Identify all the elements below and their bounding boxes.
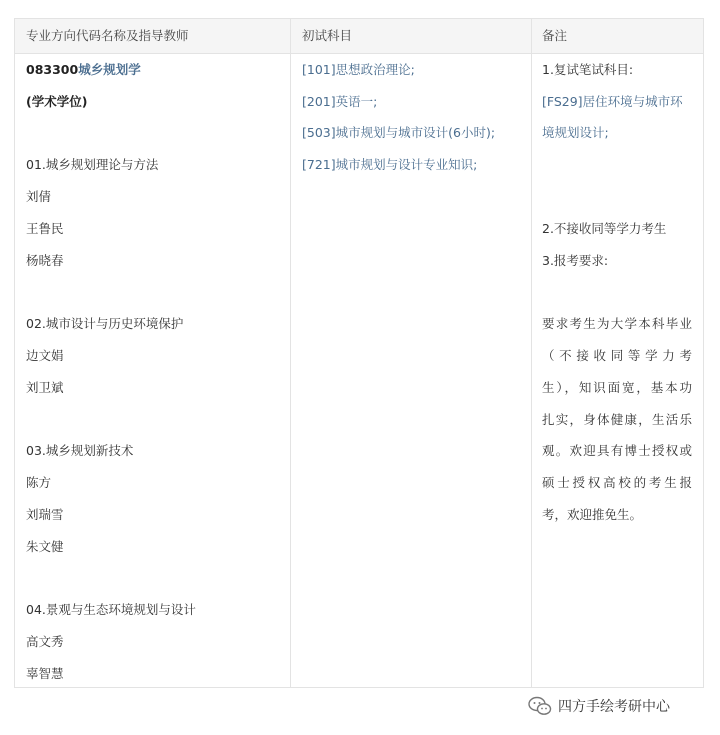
header-remarks: 备注	[542, 28, 568, 43]
teacher-name: 刘卫斌	[26, 380, 64, 395]
direction-title: 01.城乡规划理论与方法	[26, 157, 159, 172]
direction-title: 03.城乡规划新技术	[26, 443, 134, 458]
admissions-table	[14, 18, 704, 688]
teacher-name: 王鲁民	[26, 221, 64, 236]
column-divider	[290, 19, 291, 687]
major-name: 城乡规划学	[78, 62, 141, 77]
exam-subject: [101]思想政治理论;	[302, 62, 415, 77]
remark-item: 1.复试笔试科目:	[542, 62, 634, 77]
wechat-icon	[528, 695, 552, 717]
brand-watermark	[528, 694, 670, 718]
requirement-line: （不接收同等学力考	[542, 348, 692, 363]
direction-title: 04.景观与生态环境规划与设计	[26, 602, 196, 617]
requirement-line: 考，欢迎推免生。	[542, 507, 643, 522]
exam-subject: [201]英语一;	[302, 94, 378, 109]
remark-subject: 境规划设计;	[542, 125, 609, 140]
teacher-name: 刘倩	[26, 189, 52, 204]
remark-item: 2.不接收同等学力考生	[542, 221, 667, 236]
major-code: 083300	[26, 62, 79, 77]
major-title	[26, 62, 141, 78]
teacher-name: 边文娟	[26, 348, 64, 363]
header-exam-subjects: 初试科目	[302, 28, 353, 43]
header-major: 专业方向代码名称及指导教师	[26, 28, 189, 43]
requirement-line: 硕士授权高校的考生报	[542, 475, 692, 490]
exam-subject: [721]城市规划与设计专业知识;	[302, 157, 478, 172]
column-divider	[531, 19, 532, 687]
teacher-name: 辜智慧	[26, 666, 64, 681]
requirement-line: 要求考生为大学本科毕业	[542, 316, 692, 331]
degree-type: (学术学位)	[26, 94, 88, 109]
requirement-line: 生），知识面宽，基本功	[542, 380, 692, 395]
remark-item: 3.报考要求:	[542, 253, 609, 268]
teacher-name: 刘瑞雪	[26, 507, 64, 522]
teacher-name: 杨晓春	[26, 253, 64, 268]
requirement-line: 观。欢迎具有博士授权或	[542, 443, 692, 458]
teacher-name: 朱文健	[26, 539, 64, 554]
remark-subject: [FS29]居住环境与城市环	[542, 94, 683, 109]
direction-title: 02.城市设计与历史环境保护	[26, 316, 184, 331]
teacher-name: 高文秀	[26, 634, 64, 649]
brand-name: 四方手绘考研中心	[558, 699, 670, 715]
exam-subject: [503]城市规划与城市设计(6小时);	[302, 125, 496, 140]
teacher-name: 陈方	[26, 475, 52, 490]
requirement-line: 扎实，身体健康，生活乐	[542, 412, 692, 427]
